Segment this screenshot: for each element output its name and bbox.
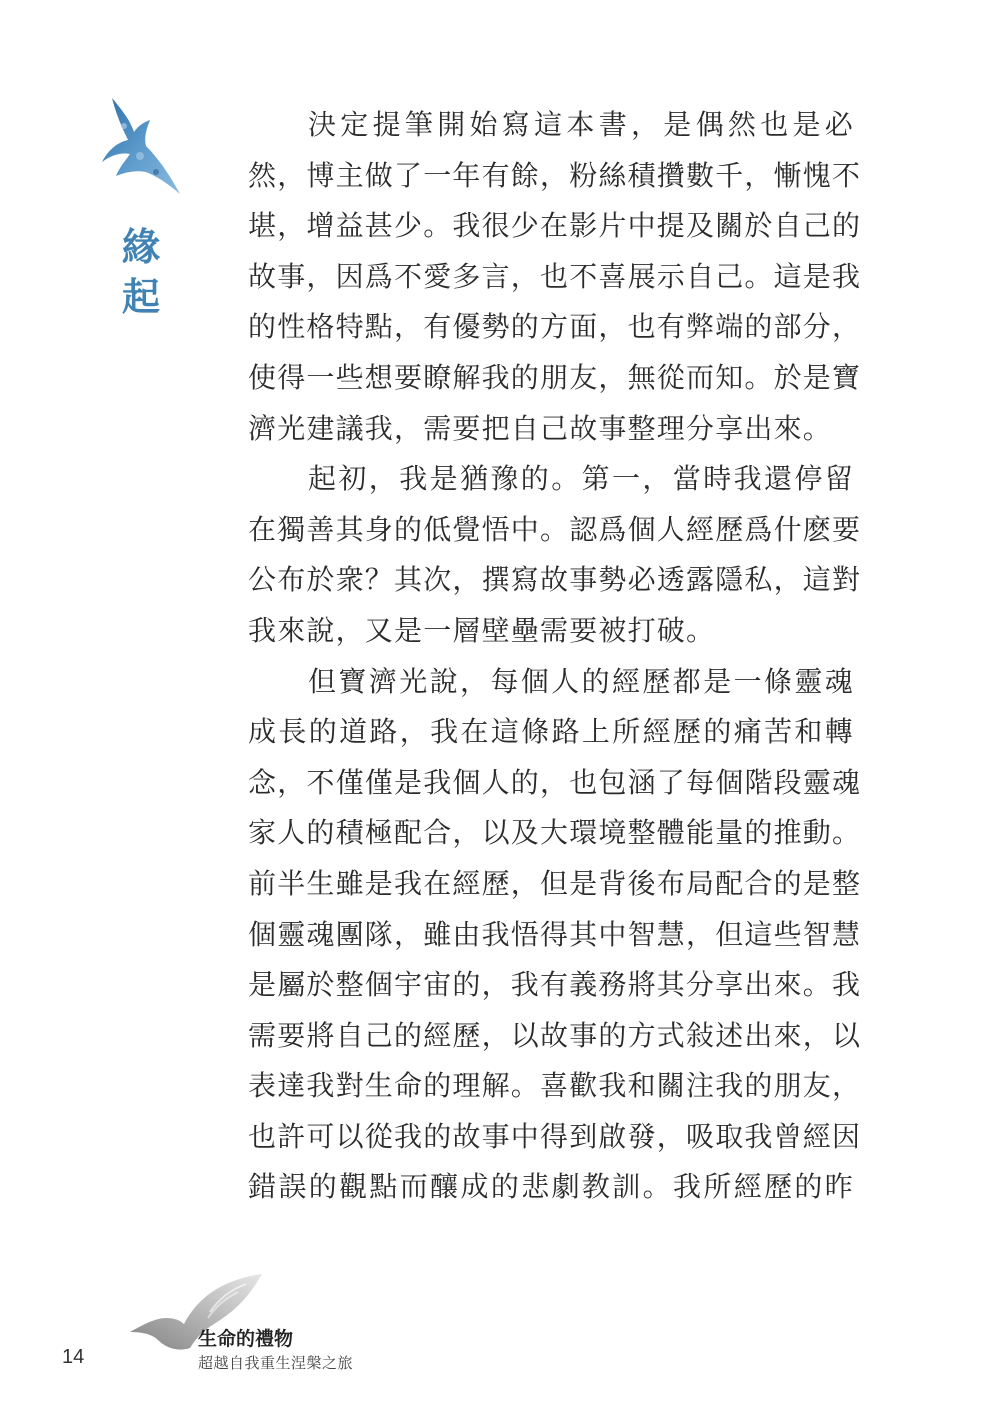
text-line: 決定提筆開始寫這本書，是偶然也是必 bbox=[308, 108, 854, 141]
text-line: 也許可以從我的故事中得到啟發，吸取我曾經因 bbox=[248, 1119, 862, 1153]
text-line: 我來說，又是一層壁壘需要被打破。 bbox=[248, 613, 716, 647]
page-number: 14 bbox=[62, 1346, 85, 1368]
chapter-title bbox=[118, 222, 164, 322]
paragraph-2 bbox=[248, 454, 862, 656]
text-line: 使得一些想要瞭解我的朋友，無從而知。於是寶 bbox=[248, 360, 862, 394]
text-line: 是屬於整個宇宙的，我有義務將其分享出來。我 bbox=[248, 968, 862, 1002]
text-line: 濟光建議我，需要把自己故事整理分享出來。 bbox=[248, 411, 833, 445]
chapter-title-char: 起 bbox=[121, 274, 160, 319]
paragraph-1 bbox=[248, 100, 862, 454]
text-line: 公布於衆？其次，撰寫故事勢必透露隱私，這對 bbox=[248, 563, 862, 597]
text-line: 個靈魂團隊，雖由我悟得其中智慧，但這些智慧 bbox=[248, 917, 862, 951]
text-line: 錯誤的觀點而釀成的悲劇教訓。我所經歷的昨 bbox=[248, 1170, 854, 1204]
body-text bbox=[248, 100, 862, 1213]
text-line: 然，博主做了一年有餘，粉絲積攢數千，慚愧不 bbox=[248, 158, 862, 192]
text-line: 成長的道路，我在這條路上所經歷的痛苦和轉 bbox=[248, 715, 854, 749]
text-line: 但寶濟光說，每個人的經歷都是一條靈魂 bbox=[308, 664, 854, 698]
text-line: 念，不僅僅是我個人的，也包涵了每個階段靈魂 bbox=[248, 765, 862, 799]
bird-icon bbox=[100, 96, 182, 196]
book-title: 生命的禮物 bbox=[198, 1328, 294, 1350]
text-line: 前半生雖是我在經歷，但是背後布局配合的是整 bbox=[248, 866, 862, 900]
text-line: 需要將自己的經歷，以故事的方式敍述出來，以 bbox=[248, 1018, 862, 1052]
book-subtitle: 超越自我重生涅槃之旅 bbox=[198, 1354, 354, 1372]
text-line: 在獨善其身的低覺悟中。認爲個人經歷爲什麽要 bbox=[248, 512, 862, 546]
chapter-title-char: 緣 bbox=[121, 224, 160, 269]
text-line: 堪，增益甚少。我很少在影片中提及關於自己的 bbox=[248, 209, 862, 243]
text-line: 故事，因爲不愛多言，也不喜展示自己。這是我 bbox=[248, 259, 862, 293]
text-line: 表達我對生命的理解。喜歡我和關注我的朋友， bbox=[248, 1069, 862, 1103]
text-line: 的性格特點，有優勢的方面，也有弊端的部分， bbox=[248, 310, 862, 344]
text-line: 家人的積極配合，以及大環境整體能量的推動。 bbox=[248, 816, 862, 850]
text-line: 起初，我是猶豫的。第一，當時我還停留 bbox=[308, 462, 854, 496]
paragraph-3 bbox=[248, 657, 862, 1214]
